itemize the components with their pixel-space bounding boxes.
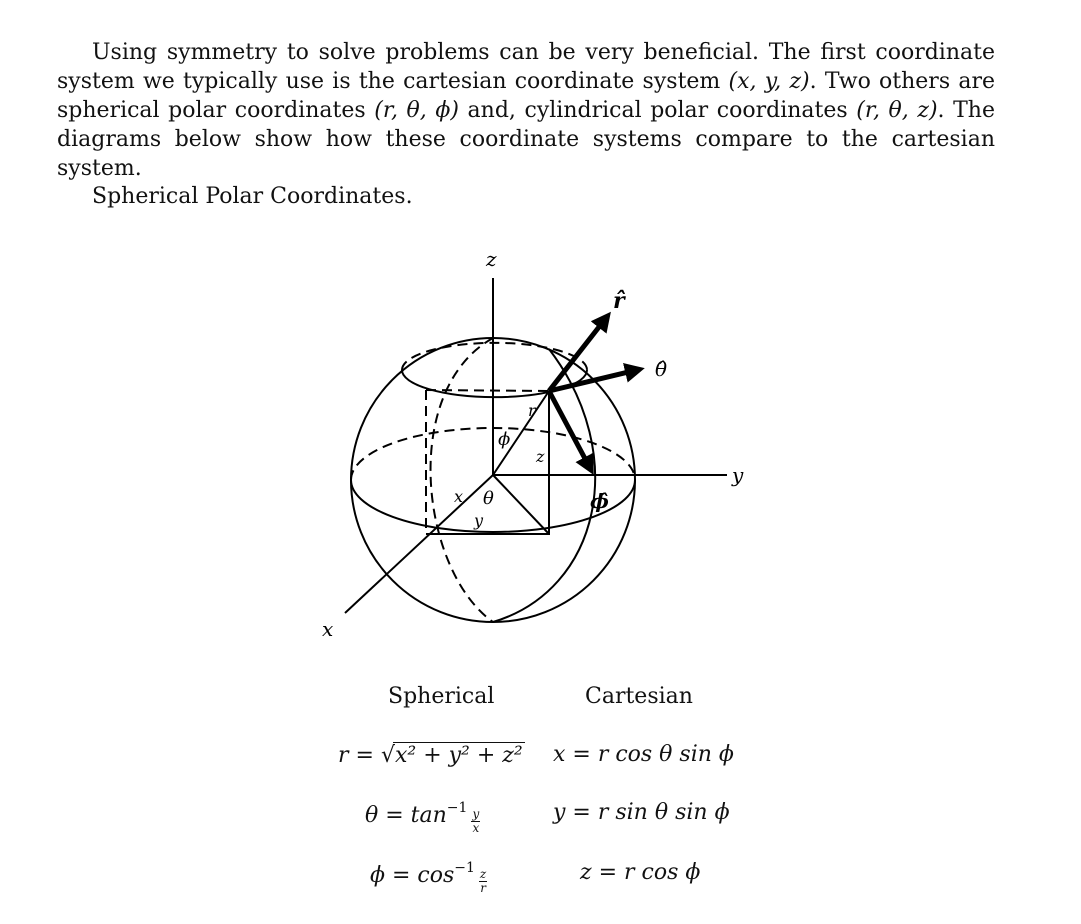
spherical-header: Spherical [388,684,495,709]
phi-equation: $\phi = \cos^{-1}$ $\frac{z}{r}$ [370,860,487,895]
x-equation: x = r cos θ sin ϕ [553,742,734,767]
theta-hat-label: θ̂ [655,357,668,381]
cartesian-header: Cartesian [585,684,693,709]
y-equation: y = r sin θ sin ϕ [553,800,730,825]
axis-y-label: y [732,463,744,487]
theta-equation: $\theta = \tan^{-1}$ $\frac{y}{x}$ [365,800,480,835]
latitude-back [402,343,587,370]
top-dashed [426,390,549,391]
phi-hat-label: ϕ̂ [590,489,609,513]
y-label: y [474,511,484,530]
theta-angle-label: θ [483,488,494,509]
intro-paragraph: Using symmetry to solve problems can be very beneficial. The first coordinate system we typically use is the cartesian coordinate system (x, y, z). Two others are spherical polar coordinates (r, θ, ϕ) and, cylindrical polar coordinates (r, θ, z). The diagrams below show how these coordinate systems compare to the cartesian system. [57,40,995,181]
phi-angle-label: ϕ [498,429,511,450]
r-equation: r = √x² + y² + z² [338,743,523,768]
z-equation: z = r cos ϕ [580,860,701,885]
r-label: r [528,401,536,420]
axis-x-label: x [322,617,334,641]
z-label: z [536,447,545,466]
axis-z-label: z [486,247,497,271]
section-heading: Spherical Polar Coordinates. [92,184,413,209]
spherical-coordinates-diagram [300,240,780,660]
projection-diagonal [493,475,549,534]
phi-hat-arrow [549,391,590,468]
x-label: x [454,487,464,506]
r-hat-label: r̂ [613,288,625,314]
meridian-back [431,338,493,622]
